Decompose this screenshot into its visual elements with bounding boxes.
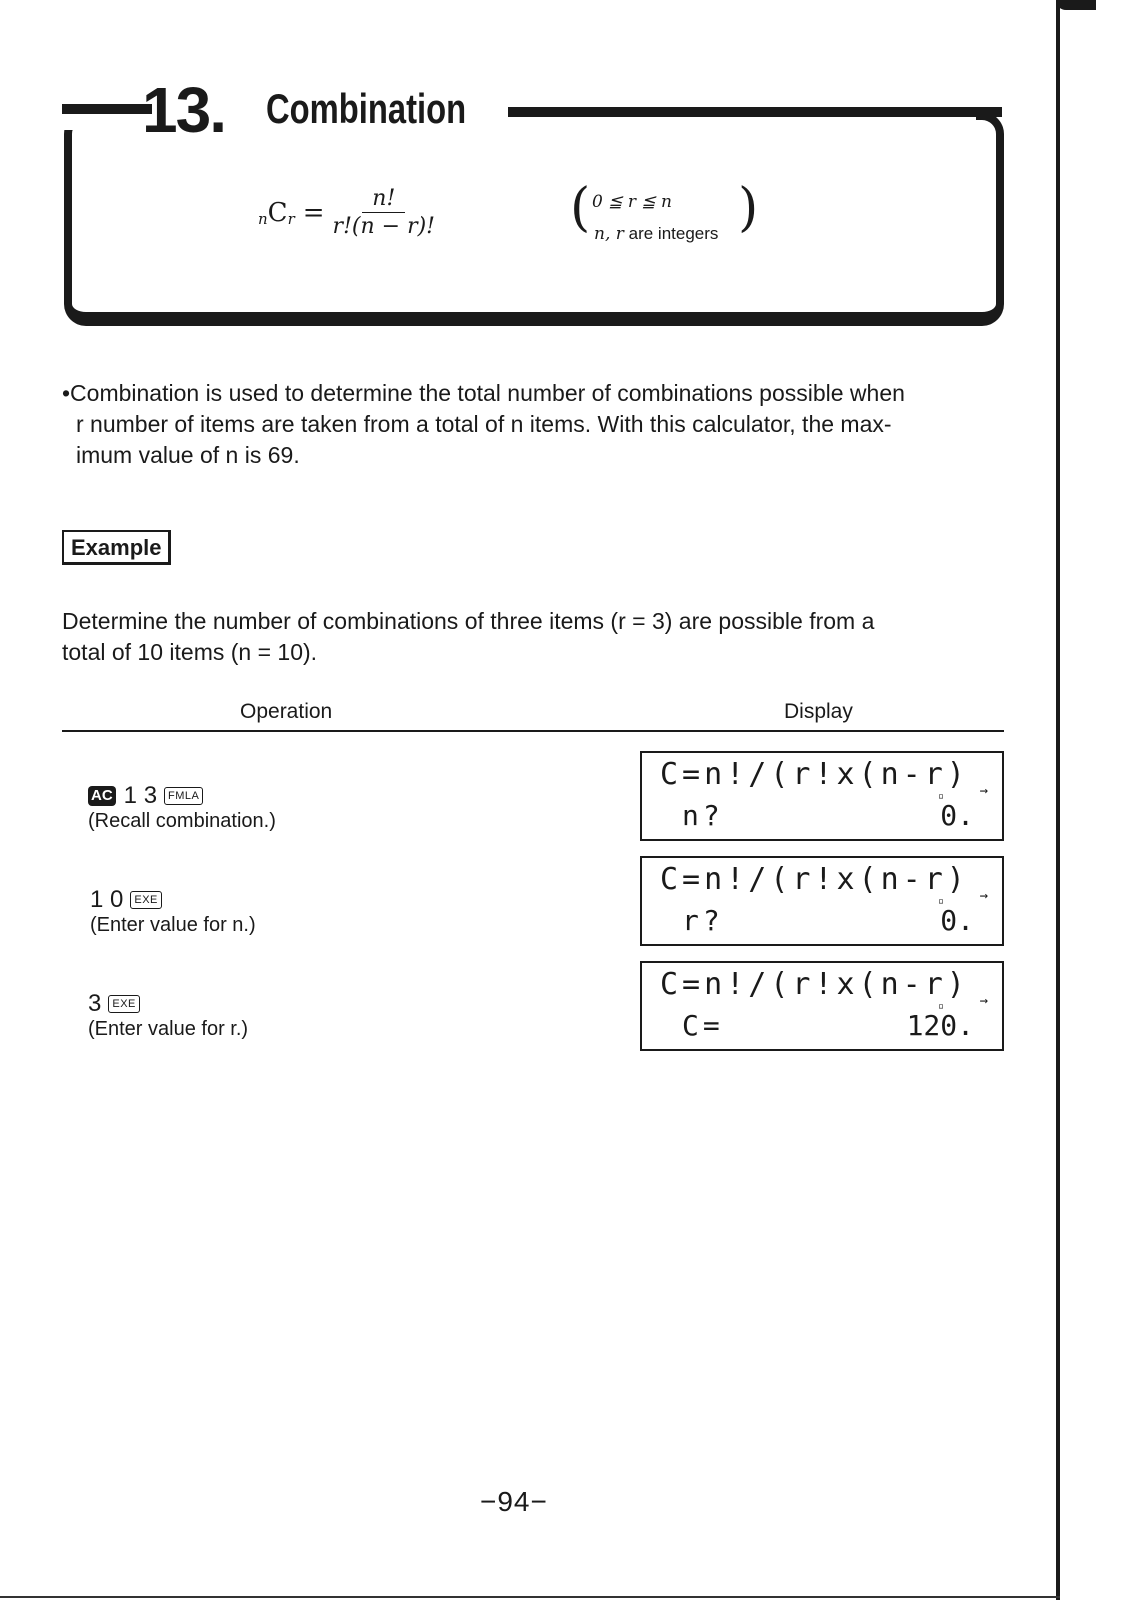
digit-keys: 3 [88, 990, 102, 1017]
condition-paren-left: ( [570, 178, 591, 238]
arrow-icon: → [979, 783, 988, 799]
lcd-prompt: n? [682, 799, 724, 832]
intro-line: r number of items are taken from a total of n items. With this calculator, the max- [76, 411, 892, 437]
key-sequence [88, 782, 276, 810]
condition-text: are integers [628, 224, 719, 243]
title-frame-top-left [62, 104, 152, 114]
problem-statement [62, 606, 1022, 668]
arrow-icon: → [979, 993, 988, 1009]
fmla-key-icon: FMLA [164, 787, 203, 805]
lcd-value: 120. [906, 1009, 974, 1042]
lcd-prompt: r? [682, 904, 724, 937]
page-number: −94− [480, 1486, 548, 1517]
condition-range: 0 ≦ r ≦ n [592, 192, 672, 212]
lcd-display [640, 751, 1004, 841]
lcd-formula-line: C=n!/(r!x(n-r) [660, 757, 969, 792]
formula-equals: = [302, 197, 325, 228]
formula-numerator: n! [362, 186, 405, 213]
formula-c: C [267, 197, 288, 228]
exe-key-icon: EXE [108, 995, 140, 1013]
condition-integers [594, 224, 718, 244]
operation-step [88, 990, 248, 1041]
page-edge-right [1056, 0, 1060, 1600]
step-note: (Enter value for n.) [90, 914, 256, 936]
lcd-formula-line: C=n!/(r!x(n-r) [660, 967, 969, 1002]
arrow-icon: → [979, 888, 988, 904]
title-rule [508, 107, 1002, 117]
lcd-display [640, 856, 1004, 946]
condition-vars: n, r [594, 224, 624, 244]
table-header-rule [62, 730, 1004, 732]
digit-keys: 1 3 [123, 782, 158, 809]
operation-step [90, 886, 256, 937]
indicator-icon: ▫ [937, 1001, 944, 1012]
combination-formula [258, 186, 435, 239]
key-sequence [90, 886, 256, 914]
lcd-value: 0. [940, 904, 974, 937]
column-header-operation: Operation [240, 700, 333, 723]
digit-keys: 1 0 [90, 886, 124, 913]
formula-denominator: r!(n − r)! [332, 214, 436, 239]
step-note: (Recall combination.) [88, 810, 276, 832]
formula-pre-n: n [258, 209, 268, 228]
page-edge-bottom [0, 1596, 1060, 1598]
column-header-display: Display [784, 700, 853, 723]
lcd-formula-line: C=n!/(r!x(n-r) [660, 862, 969, 897]
intro-line: •Combination is used to determine the total number of combinations possible when [62, 380, 905, 406]
formula-fraction [333, 186, 435, 239]
key-sequence [88, 990, 248, 1018]
section-title: Combination [266, 85, 467, 132]
page-edge-corner [1056, 0, 1096, 10]
section-number: 13. [142, 74, 225, 146]
problem-line: Determine the number of combinations of three items (r = 3) are possible from a [62, 608, 875, 634]
exe-key-icon: EXE [130, 891, 162, 909]
example-label: Example [62, 530, 171, 565]
step-note: (Enter value for r.) [88, 1018, 249, 1040]
intro-line: imum value of n is 69. [76, 442, 300, 468]
indicator-icon: ▫ [937, 791, 944, 802]
indicator-icon: ▫ [937, 896, 944, 907]
condition-paren-right: ) [738, 178, 759, 238]
ac-key-icon: AC [88, 786, 116, 806]
lcd-display [640, 961, 1004, 1051]
problem-line: total of 10 items (n = 10). [62, 639, 318, 665]
operation-step [88, 782, 276, 833]
formula-sub-r: r [287, 209, 295, 228]
intro-paragraph [62, 378, 1012, 471]
lcd-value: 0. [940, 799, 974, 832]
lcd-prompt: C= [682, 1009, 724, 1042]
